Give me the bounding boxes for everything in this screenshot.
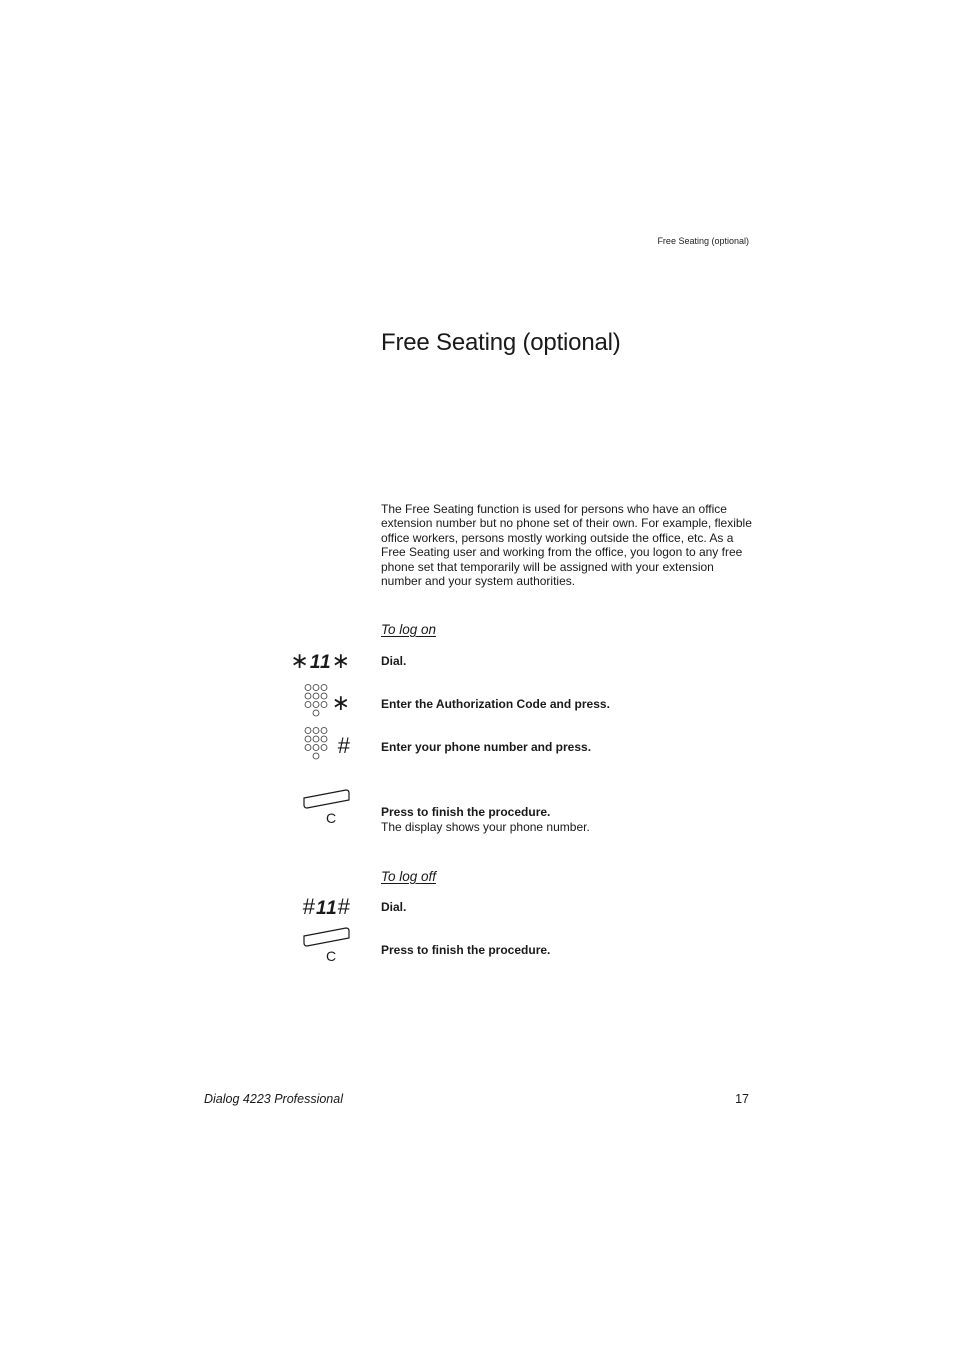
clear-key-letter: C (326, 810, 337, 826)
finish-label: Press to finish the procedure. (381, 943, 551, 957)
hash-key: # (337, 733, 351, 758)
star-key: ∗ (331, 690, 351, 715)
auth-code-step (381, 697, 610, 712)
star-key-symbol: ∗ (290, 648, 310, 673)
dial-code-digits: 11 (309, 652, 332, 673)
star-key-symbol: ∗ (331, 648, 351, 673)
phone-number-step (381, 740, 591, 755)
log-off-heading: To log off (381, 869, 437, 884)
intro-paragraph: The Free Seating function is used for persons who have an office extension number but no phone set of their own. For example, flexible office workers, persons mostly working outside the office, etc. As a Free Seating user and working from the office, you logon to any free phone set that temporarily will be assigned with your extension number and your system authorities. (381, 502, 752, 589)
keypad-icon (303, 727, 333, 765)
dial-label: Dial. (381, 654, 407, 668)
log-on-finish-step (381, 805, 590, 835)
phone-label: Enter your phone number and press. (381, 740, 592, 754)
dial-label: Dial. (381, 900, 407, 914)
auth-label: Enter the Authorization Code and press. (381, 697, 610, 711)
page-title: Free Seating (optional) (381, 329, 621, 356)
running-header: Free Seating (optional) (657, 236, 749, 246)
footer-product-name: Dialog 4223 Professional (204, 1092, 343, 1106)
dial-code-digits: 11 (316, 898, 338, 919)
clear-key-letter: C (326, 948, 337, 964)
log-on-heading: To log on (381, 622, 437, 637)
log-on-dial-step (381, 654, 406, 669)
hash-key-symbol: # (337, 894, 351, 919)
keypad-icon (303, 684, 333, 722)
hash-key-symbol: # (302, 894, 317, 919)
log-off-finish-step (381, 943, 550, 958)
log-off-dial-code (303, 894, 351, 920)
finish-note: The display shows your phone number. (381, 820, 590, 834)
log-on-dial-code (290, 648, 351, 674)
finish-label: Press to finish the procedure. (381, 805, 551, 819)
log-off-dial-step (381, 900, 406, 915)
page-number: 17 (735, 1092, 749, 1106)
